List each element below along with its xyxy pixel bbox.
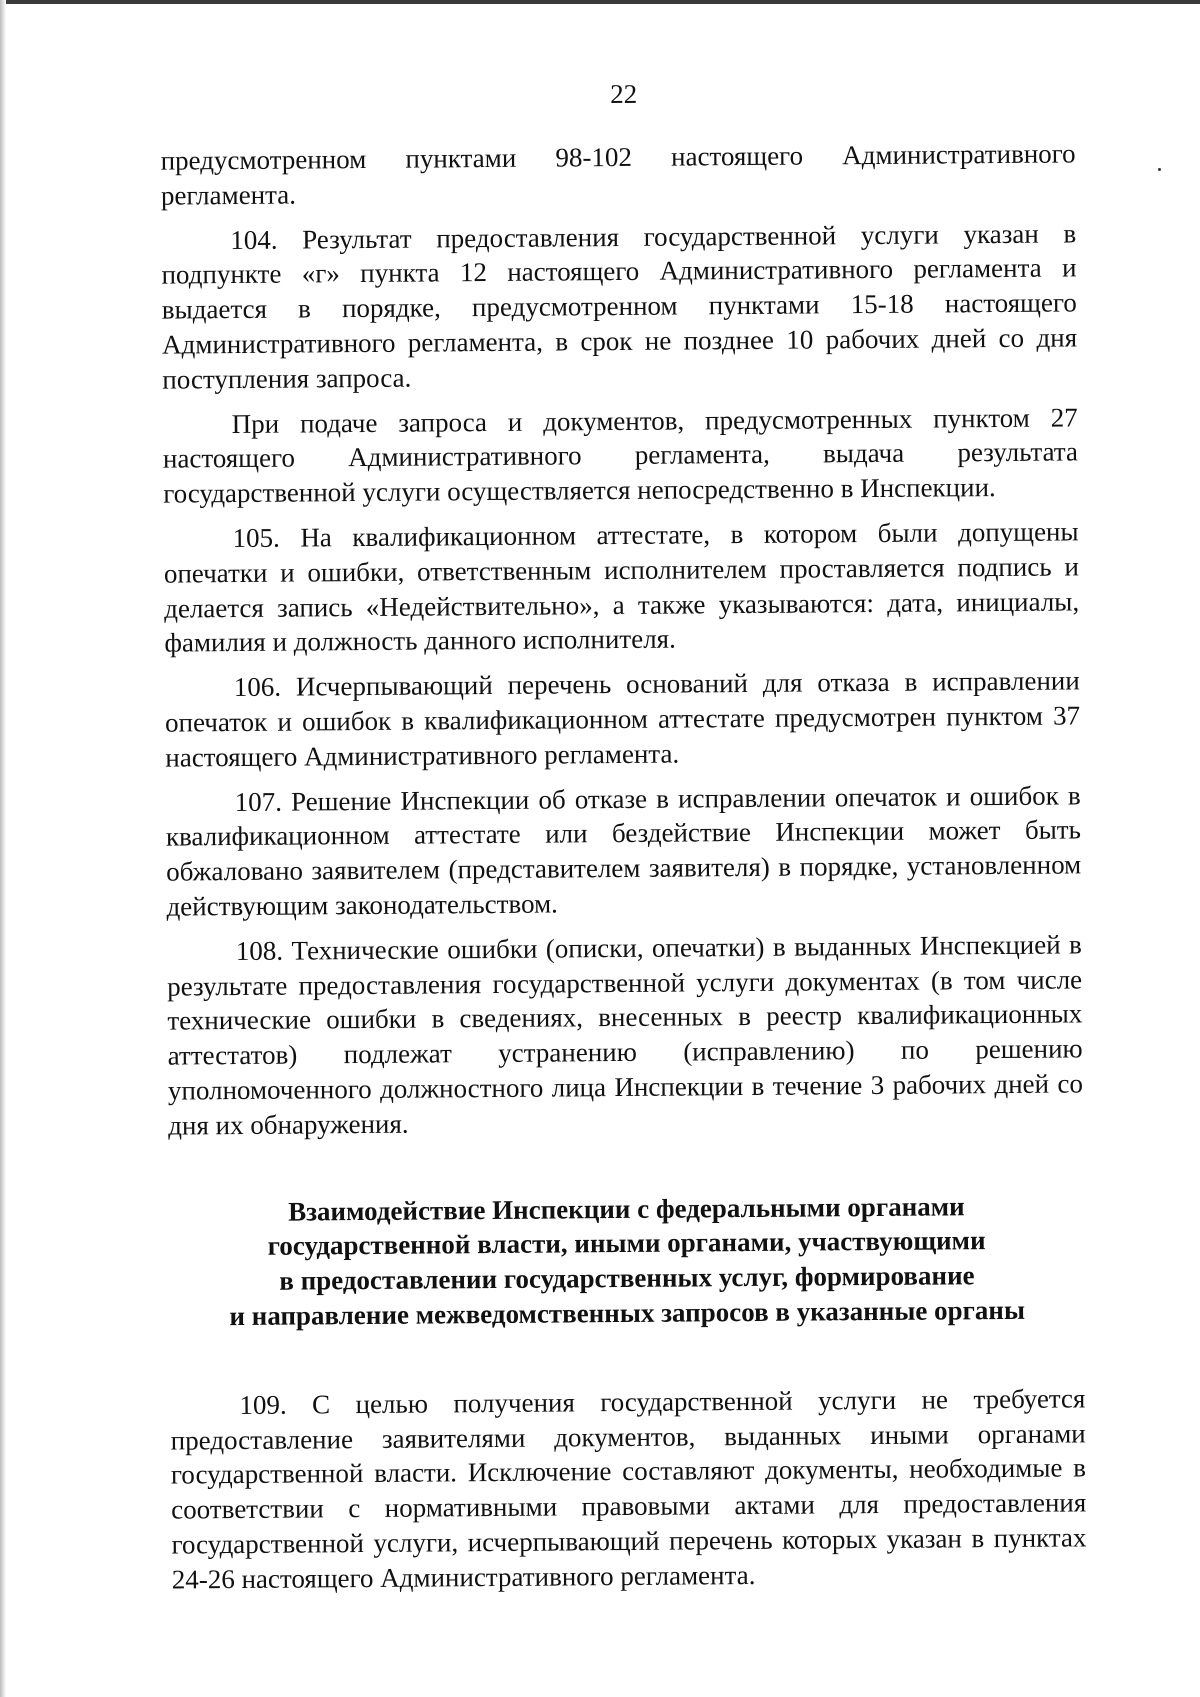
paragraph-108: 108. Технические ошибки (описки, опечатки) в выданных Инспекцией в результате предоставления государственной услуги документах (в том числе технические ошибки в сведениях, внесенных в реестр квалификационных аттестатов) подлежат устранению (исправлению) по решению уполномоченного должностного лица Инспекции в течение 3 рабочих дней со дня их обнаружения. [167,929,1084,1141]
scan-top-edge [0,0,1200,4]
scan-left-shadow [0,0,6,1697]
section-heading [169,1188,1085,1334]
paragraph-continuation: предусмотренном пунктами 98-102 настоящего Административного регламента. [160,138,1076,211]
paragraph-107: 107. Решение Инспекции об отказе в исправлении опечаток и ошибок в квалификационном аттестате или бездействие Инспекции может быть обжаловано заявителем (представителем заявителя) в порядке, установленном действующим законодательством. [165,779,1082,922]
section-heading-line: Взаимодействие Инспекции с федеральными органами [288,1190,965,1227]
paragraph-106: 106. Исчерпывающий перечень оснований для отказа в исправлении опечаток и ошибок в квалификационном аттестате предусмотрен пунктом 37 настоящего Административного регламента. [164,665,1081,773]
section-heading-line: государственной власти, иными органами, участвующими [267,1225,986,1262]
paragraph-109: 109. С целью получения государственной услуги не требуется предоставление заявителями документов, выданных иными органами государственной власти. Исключение составляют документы, необходимые в соответствии с нормативными правовыми актами для предоставления государственной услуги, исчерпывающий перечень которых указан в пунктах 24-26 настоящего Административного регламента. [170,1383,1087,1595]
section-heading-line: в предоставлении государственных услуг, формирование [279,1260,975,1296]
section-heading-line: и направление межведомственных запросов в указанные органы [229,1294,1026,1331]
paragraph-104: 104. Результат предоставления государственной услуги указан в подпункте «г» пункта 12 настоящего Административного регламента и выдается в порядке, предусмотренном пунктами 15-18 настоящего Административного регламента, в срок не позднее 10 рабочих дней со дня поступления запроса. [161,217,1078,395]
paragraph-104-note: При подаче запроса и документов, предусмотренных пунктом 27 настоящего Административного регламента, выдача результата государственной услуги осуществляется непосредственно в Инспекции. [162,401,1079,509]
document-page [160,74,1087,1641]
paragraph-105: 105. На квалификационном аттестате, в котором были допущены опечатки и ошибки, ответственным исполнителем проставляется подпись и делается запись «Недействительно», а также указываются: дата, инициалы, фамилия и должность данного исполнителя. [163,516,1080,658]
page-number: 22 [610,78,638,110]
scan-speck [1158,168,1161,171]
